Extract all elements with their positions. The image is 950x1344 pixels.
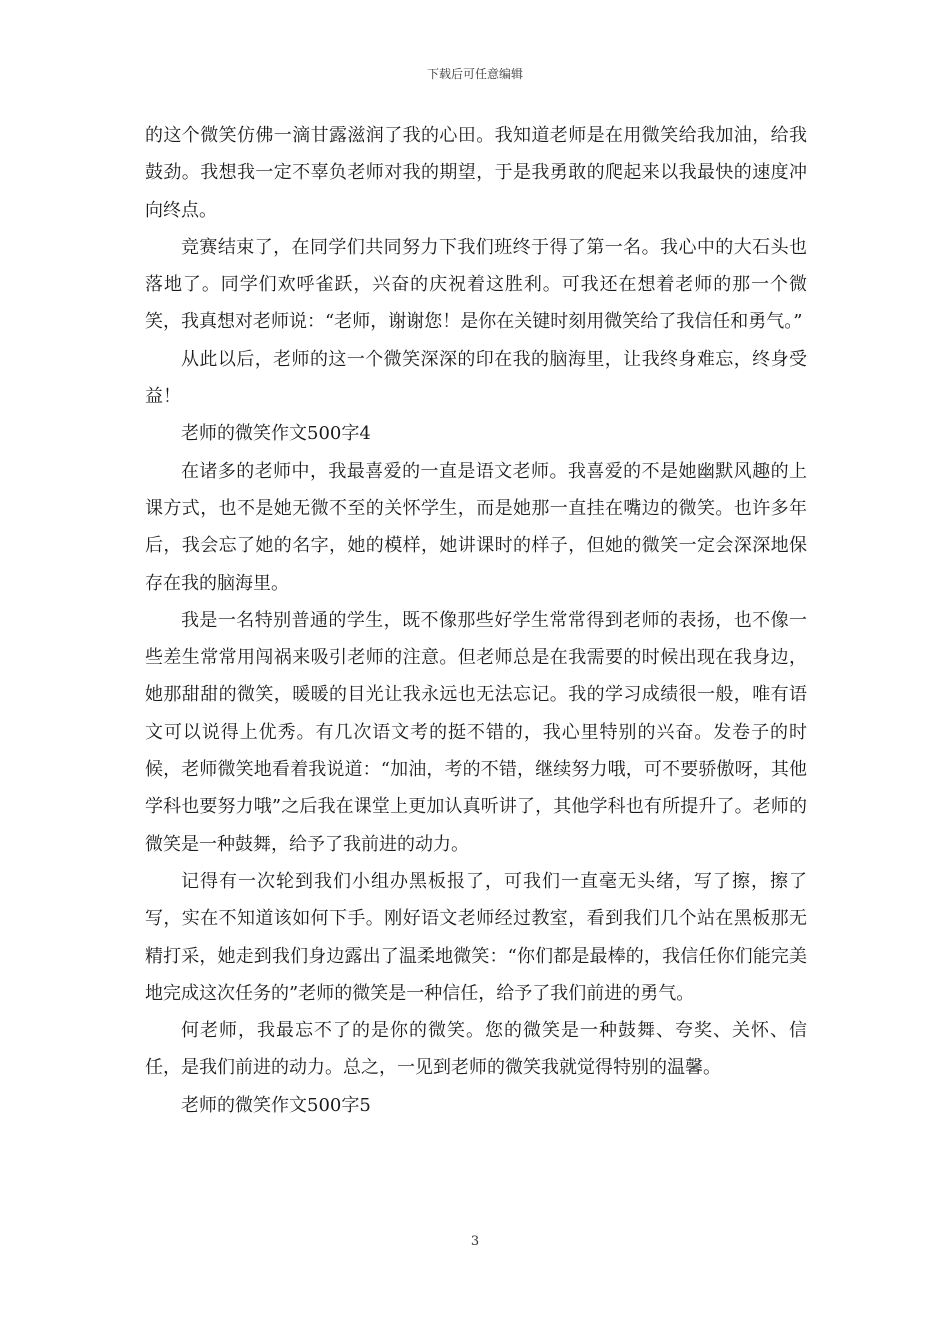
paragraph-ordinary-student: 我是一名特别普通的学生，既不像那些好学生常常得到老师的表扬，也不像一些差生常常用闯祸来吸引老师的注意。但老师总是在我需要的时候出现在我身边，她那甜甜的微笑，暖暖的目光让我永远也无法忘记。我的学习成绩很一般，唯有语文可以说得上优秀。有几次语文考的挺不错的，我心里特别的兴奋。发卷子的时候，老师微笑地看着我说道：“加油，考的不错，继续努力哦，可不要骄傲呀，其他学科也要努力哦”之后我在课堂上更加认真听讲了，其他学科也有所提升了。老师的微笑是一种鼓舞，给予了我前进的动力。 [145, 609, 807, 855]
document-body [145, 117, 807, 1124]
section-heading-5: 老师的微笑作文500字5 [181, 1094, 371, 1116]
page-header: 下载后可任意编辑 [426, 67, 523, 81]
page-number: 3 [470, 1234, 480, 1249]
section-heading-4: 老师的微笑作文500字4 [181, 423, 371, 445]
paragraph-teacher-he: 何老师，我最忘不了的是你的微笑。您的微笑是一种鼓舞、夸奖、关怀、信任，是我们前进的动力。总之，一见到老师的微笑我就觉得特别的温馨。 [145, 1020, 807, 1079]
paragraph-blackboard: 记得有一次轮到我们小组办黑板报了，可我们一直毫无头绪，写了擦，擦了写，实在不知道该如何下手。刚好语文老师经过教室，看到我们几个站在黑板那无精打采，她走到我们身边露出了温柔地微笑：“你们都是最棒的，我信任你们能完美地完成这次任务的”老师的微笑是一种信任，给予了我们前进的勇气。 [145, 870, 807, 1004]
paragraph-favorite-teacher: 在诸多的老师中，我最喜爱的一直是语文老师。我喜爱的不是她幽默风趣的上课方式，也不是她无微不至的关怀学生，而是她那一直挂在嘴边的微笑。也许多年后，我会忘了她的名字，她的模样，她讲课时的样子，但她的微笑一定会深深地保存在我的脑海里。 [145, 460, 807, 594]
paragraph-continuation: 的这个微笑仿佛一滴甘露滋润了我的心田。我知道老师是在用微笑给我加油，给我鼓劲。我想我一定不辜负老师对我的期望，于是我勇敢的爬起来以我最快的速度冲向终点。 [145, 125, 807, 221]
paragraph-since-then: 从此以后，老师的这一个微笑深深的印在我的脑海里，让我终身难忘，终身受益！ [145, 348, 807, 408]
paragraph-competition-end: 竞赛结束了，在同学们共同努力下我们班终于得了第一名。我心中的大石头也落地了。同学们欢呼雀跃，兴奋的庆祝着这胜利。可我还在想着老师的那一个微笑，我真想对老师说：“老师，谢谢您！是你在关键时刻用微笑给了我信任和勇气。” [145, 236, 807, 333]
